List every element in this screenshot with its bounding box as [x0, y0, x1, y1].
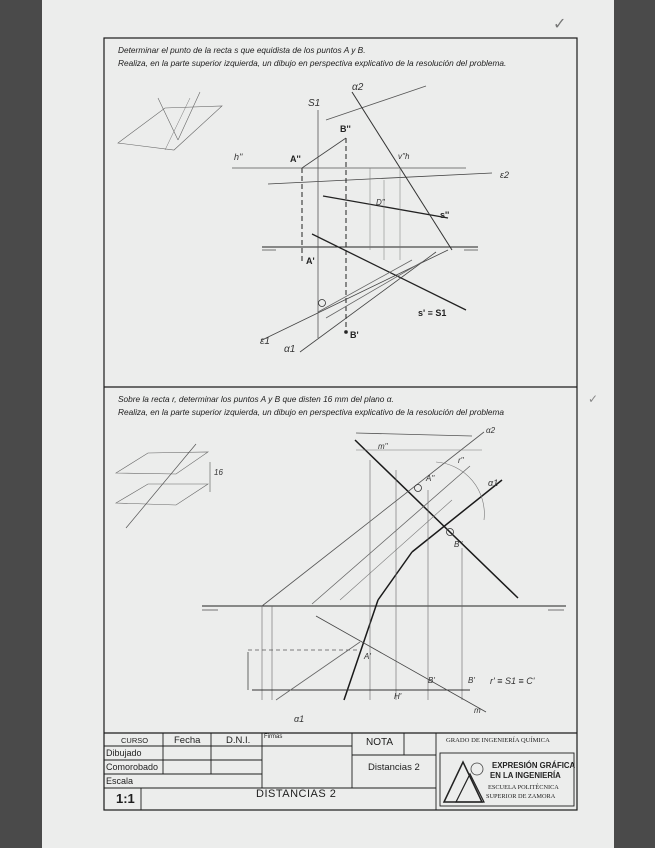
outer-border	[104, 38, 577, 810]
label2-A2: A''	[426, 474, 435, 483]
label-A2: A''	[290, 154, 301, 164]
nota-value: Distancias 2	[368, 762, 420, 773]
drawing-title: DISTANCIAS 2	[256, 788, 337, 800]
label-D2: D''	[376, 198, 385, 207]
label-h2: h''	[234, 152, 243, 162]
label2-B1: B'	[468, 676, 475, 685]
label2-B2: B''	[454, 540, 463, 549]
escala-value: 1:1	[116, 791, 135, 806]
dibujado-label: Dibujado	[106, 748, 142, 758]
label-A1: A'	[306, 256, 315, 266]
problem2-drawing	[116, 432, 566, 712]
fecha-label: Fecha	[174, 735, 201, 746]
label-B2: B''	[340, 124, 351, 134]
label-epsilon1: ε1	[260, 336, 270, 347]
label2-alpha2: α2	[486, 426, 496, 435]
label-alpha2: α2	[352, 82, 364, 93]
label2-m2: m''	[378, 442, 388, 451]
logo-text-3: ESCUELA POLITÉCNICA	[488, 784, 559, 791]
label2-m1: m	[474, 706, 481, 715]
frame	[104, 38, 577, 810]
label2-prime: B'	[428, 676, 435, 685]
label2-r2: r''	[458, 456, 464, 465]
p1-sketch-plane	[118, 106, 222, 150]
label-s1: S1	[308, 98, 321, 109]
label-epsilon2: ε2	[500, 170, 509, 180]
degree-label: GRADO DE INGENIERÍA QUÍMICA	[446, 737, 550, 744]
label2-dim16: 16	[214, 468, 223, 477]
label-s1-prime: s' ≡ S1	[418, 308, 447, 318]
label-B1: B'	[350, 330, 359, 340]
problem1-instruction: Realiza, en la parte superior izquierda, un dibujo en perspectiva explicativo de la resolución del problema.	[118, 58, 507, 68]
nota-label: NOTA	[366, 737, 394, 748]
label2-A1: A'	[364, 652, 371, 661]
escala-label: Escala	[106, 776, 134, 786]
firmas-label: Firmas	[264, 734, 283, 740]
label2-alpha1: α1	[488, 478, 499, 488]
curso-label: CURSO	[121, 736, 149, 745]
logo-text-1: EXPRESIÓN GRÁFICA	[492, 761, 576, 770]
label2-H1: H'	[394, 692, 402, 701]
label2-r1: r' ≡ S1 ≡ C'	[490, 676, 535, 686]
comprobado-label: Comorobado	[106, 762, 159, 772]
problem2-instruction: Realiza, en la parte superior izquierda, un dibujo en perspectiva explicativo de la resolución del problema	[118, 407, 505, 417]
check-mark-middle: ✓	[588, 392, 599, 406]
problem2-statement: Sobre la recta r, determinar los puntos A y B que disten 16 mm del plano α.	[118, 394, 394, 404]
logo-text-2: EN LA INGENIERÍA	[490, 771, 561, 780]
dni-label: D.N.I.	[226, 735, 251, 746]
school-logo	[444, 762, 484, 802]
check-mark-top: ✓	[553, 16, 567, 33]
label-s2: s''	[440, 210, 450, 220]
label-v2: v''h	[398, 152, 410, 161]
label-alpha1: α1	[284, 344, 296, 355]
logo-text-4: SUPERIOR DE ZAMORA	[486, 793, 556, 800]
problem1-statement: Determinar el punto de la recta s que equidista de los puntos A y B.	[118, 45, 366, 55]
label2-alpha1b: α1	[294, 714, 305, 724]
